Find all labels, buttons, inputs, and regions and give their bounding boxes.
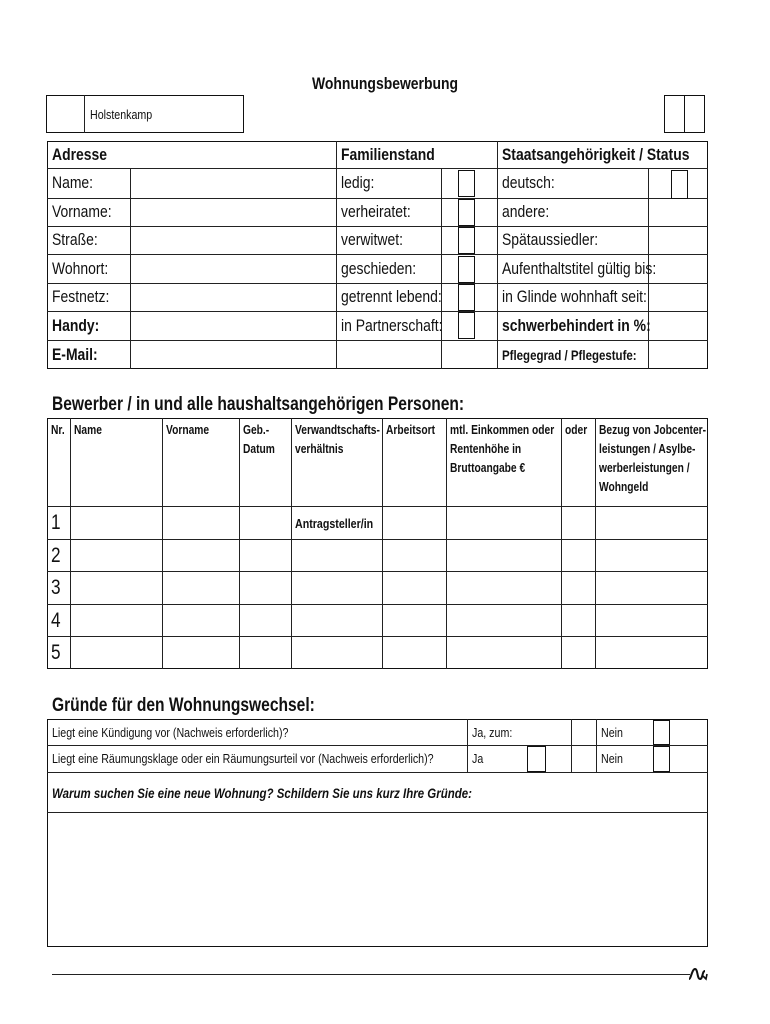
wave-arrow-icon bbox=[688, 965, 708, 983]
col-oder bbox=[565, 420, 592, 440]
option-label: verheiratet: bbox=[341, 202, 411, 221]
persons-title-wrap bbox=[52, 392, 555, 418]
address-field-email bbox=[52, 340, 108, 369]
first-relation: Antragsteller/in bbox=[295, 515, 374, 531]
col-name bbox=[74, 420, 108, 440]
festnetz-input[interactable] bbox=[131, 284, 336, 311]
table-row bbox=[51, 540, 63, 571]
row-number: 2 bbox=[51, 543, 61, 567]
col-bezug-line3: werberleistungen / bbox=[599, 461, 690, 475]
row-number: 4 bbox=[51, 608, 61, 632]
col-einkommen bbox=[450, 420, 577, 478]
col-vorname bbox=[166, 420, 219, 440]
col-einkommen-line2: Rentenhöhe in bbox=[450, 442, 522, 456]
q2-no-label: Nein bbox=[601, 751, 623, 766]
col-name-label: Name bbox=[74, 423, 102, 437]
field-label: schwerbehindert in %: bbox=[502, 315, 651, 335]
status-field-pflegegrad bbox=[502, 340, 666, 369]
status-header: Staatsangehörigkeit / Status bbox=[502, 144, 690, 164]
table-row bbox=[51, 637, 63, 669]
status-field-deutsch bbox=[502, 168, 566, 198]
partnerschaft-checkbox[interactable] bbox=[458, 312, 475, 339]
row-number: 3 bbox=[51, 576, 61, 599]
reasons-prompt: Warum suchen Sie eine neue Wohnung? Schildern Sie uns kurz Ihre Gründe: bbox=[52, 785, 472, 801]
col-nr bbox=[51, 420, 68, 440]
person-3-name-input[interactable] bbox=[71, 572, 162, 604]
q1-no-label: Nein bbox=[601, 724, 623, 740]
person-5-name-input[interactable] bbox=[71, 637, 162, 669]
option-label: in Partnerschaft: bbox=[341, 315, 443, 335]
option-label: ledig: bbox=[341, 173, 375, 192]
aufenthalt-input[interactable] bbox=[649, 255, 707, 283]
col-bezug-line4: Wohngeld bbox=[599, 480, 649, 494]
family-option-getrennt bbox=[341, 283, 464, 311]
q2-yes-checkbox[interactable] bbox=[527, 746, 546, 772]
field-label: Vorname: bbox=[52, 202, 112, 221]
person-4-name-input[interactable] bbox=[71, 605, 162, 636]
col-einkommen-line1: mtl. Einkommen oder bbox=[450, 423, 555, 437]
reference-box-1[interactable] bbox=[664, 95, 685, 133]
q1-no-checkbox[interactable] bbox=[653, 720, 670, 745]
getrennt-checkbox[interactable] bbox=[458, 284, 475, 311]
family-option-partnerschaft bbox=[341, 311, 465, 340]
col-einkommen-line3: Bruttoangabe € bbox=[450, 461, 526, 475]
family-option-verheiratet bbox=[341, 198, 426, 226]
address-header-wrap bbox=[52, 141, 119, 168]
vline bbox=[497, 141, 498, 369]
wohnort-input[interactable] bbox=[131, 255, 336, 283]
andere-input[interactable] bbox=[649, 199, 707, 226]
col-geb-line1: Geb.- bbox=[243, 423, 270, 437]
col-arbeitsort bbox=[386, 420, 446, 440]
field-label: Festnetz: bbox=[52, 287, 110, 306]
address-field-festnetz bbox=[52, 283, 122, 311]
vline bbox=[291, 418, 292, 669]
schwerbehindert-input[interactable] bbox=[649, 312, 707, 340]
ledig-checkbox[interactable] bbox=[458, 170, 475, 197]
status-header-wrap bbox=[502, 141, 731, 168]
status-field-spaetaussiedler bbox=[502, 226, 619, 254]
vline bbox=[595, 418, 596, 669]
verwitwet-checkbox[interactable] bbox=[458, 227, 475, 254]
vline bbox=[446, 418, 447, 669]
vline bbox=[571, 719, 572, 772]
family-option-verwitwet bbox=[341, 226, 417, 254]
family-header-wrap bbox=[341, 141, 455, 168]
vline bbox=[596, 719, 597, 772]
q1-no-wrap bbox=[601, 719, 628, 745]
question-raeumung bbox=[52, 745, 517, 772]
q2-yes-label: Ja bbox=[472, 751, 484, 766]
col-bezug-line1: Bezug von Jobcenter- bbox=[599, 423, 707, 437]
field-label: Aufenthaltstitel gültig bis: bbox=[502, 258, 657, 278]
family-header: Familienstand bbox=[341, 144, 435, 164]
location-label: Holstenkamp bbox=[90, 106, 153, 122]
option-label: getrennt lebend: bbox=[341, 287, 442, 306]
reasons-prompt-wrap bbox=[52, 780, 564, 806]
q1-date-input[interactable] bbox=[520, 720, 570, 745]
question-label: Liegt eine Kündigung vor (Nachweis erforderlich)? bbox=[52, 724, 289, 740]
person-1-name-input[interactable] bbox=[71, 507, 162, 539]
table-row bbox=[51, 605, 63, 636]
col-bezug-line2: leistungen / Asylbe- bbox=[599, 442, 696, 456]
person-2-name-input[interactable] bbox=[71, 540, 162, 571]
reasons-title-wrap bbox=[52, 693, 373, 719]
q1-yes-wrap bbox=[472, 719, 521, 745]
col-vorname-label: Vorname bbox=[166, 423, 210, 437]
family-option-ledig bbox=[341, 168, 382, 198]
geschieden-checkbox[interactable] bbox=[458, 256, 475, 283]
col-verwandt-line2: verhältnis bbox=[295, 442, 344, 456]
field-label: Wohnort: bbox=[52, 258, 109, 278]
name-input[interactable] bbox=[131, 169, 336, 198]
q2-no-checkbox[interactable] bbox=[653, 746, 670, 772]
reasons-title: Gründe für den Wohnungswechsel: bbox=[52, 695, 315, 716]
location-label-wrap bbox=[90, 95, 166, 133]
field-label: Name: bbox=[52, 173, 94, 192]
q2-yes-wrap bbox=[472, 745, 486, 772]
col-verwandt bbox=[295, 420, 399, 459]
col-geb-line2: Datum bbox=[243, 442, 275, 456]
vline bbox=[336, 141, 337, 369]
spaetaussiedler-input[interactable] bbox=[649, 227, 707, 254]
address-field-wohnort bbox=[52, 254, 121, 283]
footer-rule bbox=[52, 974, 690, 975]
field-label: deutsch: bbox=[502, 173, 555, 192]
field-label: andere: bbox=[502, 202, 550, 221]
field-label: Straße: bbox=[52, 230, 98, 249]
glinde-input[interactable] bbox=[649, 284, 707, 311]
email-input[interactable] bbox=[131, 341, 336, 369]
col-geb bbox=[243, 420, 282, 459]
hline bbox=[47, 772, 708, 773]
family-option-geschieden bbox=[341, 254, 433, 283]
row-number: 1 bbox=[51, 511, 61, 534]
reasons-textarea[interactable] bbox=[48, 813, 707, 946]
q2-no-wrap bbox=[601, 745, 628, 772]
pflegegrad-input[interactable] bbox=[649, 341, 707, 369]
handy-input[interactable] bbox=[131, 312, 336, 340]
address-header: Adresse bbox=[52, 144, 108, 164]
col-nr-label: Nr. bbox=[51, 423, 65, 437]
address-field-vorname bbox=[52, 198, 125, 226]
table-row bbox=[51, 507, 63, 539]
address-field-handy bbox=[52, 311, 110, 340]
option-label: geschieden: bbox=[341, 258, 417, 278]
vline bbox=[239, 418, 240, 669]
row-number: 5 bbox=[51, 641, 61, 664]
deutsch-checkbox[interactable] bbox=[671, 170, 688, 199]
page-title: Wohnungsbewerbung bbox=[311, 74, 459, 93]
persons-title: Bewerber / in und alle haushaltsangehörigen Personen: bbox=[52, 394, 465, 415]
question-label: Liegt eine Räumungsklage oder ein Räumungsurteil vor (Nachweis erforderlich)? bbox=[52, 751, 434, 766]
field-label: Handy: bbox=[52, 315, 100, 335]
field-label: E-Mail: bbox=[52, 344, 98, 364]
address-field-strasse bbox=[52, 226, 108, 254]
vline bbox=[162, 418, 163, 669]
field-label: in Glinde wohnhaft seit: bbox=[502, 287, 647, 306]
first-relation-cell bbox=[295, 507, 390, 539]
address-field-name bbox=[52, 168, 102, 198]
status-field-andere bbox=[502, 198, 560, 226]
field-label: Pflegegrad / Pflegestufe: bbox=[502, 346, 637, 363]
strasse-input[interactable] bbox=[131, 227, 336, 254]
col-bezug bbox=[599, 420, 730, 497]
col-arbeitsort-label: Arbeitsort bbox=[386, 423, 435, 437]
vorname-input[interactable] bbox=[131, 199, 336, 226]
field-label: Spätaussiedler: bbox=[502, 230, 599, 249]
col-verwandt-line1: Verwandtschafts- bbox=[295, 423, 380, 437]
location-divider bbox=[84, 95, 85, 133]
reference-box-2[interactable] bbox=[684, 95, 705, 133]
col-oder-label: oder bbox=[565, 423, 588, 437]
table-row bbox=[51, 572, 63, 604]
option-label: verwitwet: bbox=[341, 230, 403, 249]
verheiratet-checkbox[interactable] bbox=[458, 199, 475, 226]
question-kuendigung bbox=[52, 719, 340, 745]
q1-yes-label: Ja, zum: bbox=[472, 724, 513, 740]
